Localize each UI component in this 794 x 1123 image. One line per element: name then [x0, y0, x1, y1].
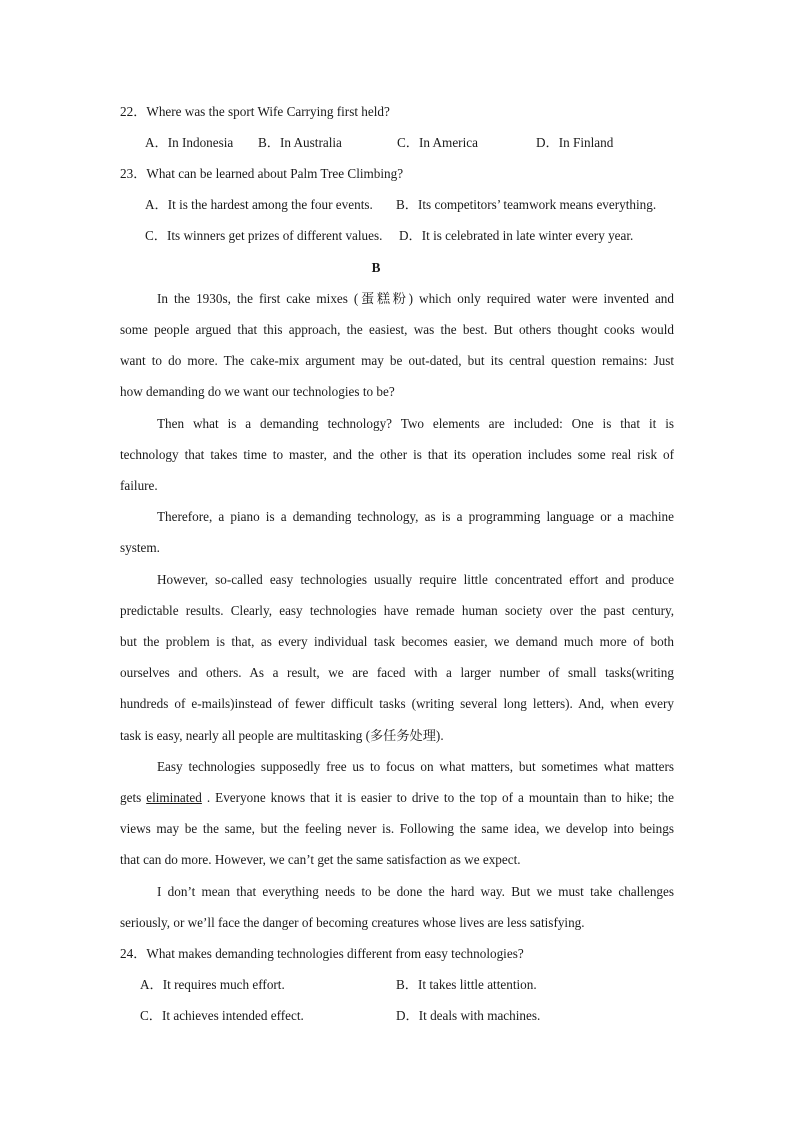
- passage-line: want to do more. The cake-mix argument may be out-dated, but its central question remains: Just: [120, 353, 674, 368]
- passage-line: I don’t mean that everything needs to be done the hard way. But we must take challenges: [157, 884, 674, 899]
- passage-line: system.: [120, 540, 160, 555]
- passage-text: gets: [120, 790, 147, 805]
- passage-line: hundreds of e-mails)instead of fewer difficult tasks (writing several long letters). And, when every: [120, 696, 674, 711]
- passage-line: views may be the same, but the feeling never is. Following the same idea, we develop into beings: [120, 821, 674, 836]
- passage-line: technology that takes time to master, and the other is that its operation includes some real risk of: [120, 447, 674, 462]
- passage-line: Therefore, a piano is a demanding technology, as is a programming language or a machine: [157, 509, 674, 524]
- passage-line: seriously, or we’ll face the danger of becoming creatures whose lives are less satisfying.: [120, 915, 585, 930]
- passage-line: Then what is a demanding technology? Two elements are included: One is that it is: [157, 416, 674, 431]
- q24-option-a: A．It requires much effort.: [140, 977, 285, 992]
- passage-line: In the 1930s, the first cake mixes (蛋糕粉) which only required water were invented and: [157, 291, 674, 306]
- passage-line: task is easy, nearly all people are multitasking (多任务处理).: [120, 728, 444, 743]
- section-title: B: [371, 260, 381, 275]
- q22-option-a: A．In Indonesia: [145, 135, 234, 150]
- question-23: 23．What can be learned about Palm Tree Climbing?: [120, 166, 404, 181]
- passage-line: predictable results. Clearly, easy technologies have remade human society over the past century,: [120, 603, 674, 618]
- passage-line: that can do more. However, we can’t get the same satisfaction as we expect.: [120, 852, 521, 867]
- passage-line: failure.: [120, 478, 158, 493]
- q22-option-c: C．In America: [397, 135, 478, 150]
- passage-line: However, so-called easy technologies usually require little concentrated effort and produce: [157, 572, 674, 587]
- passage-line: but the problem is that, as every individual task becomes easier, we demand much more of both: [120, 634, 674, 649]
- passage-line: ourselves and others. As a result, we are faced with a larger number of small tasks(writing: [120, 665, 674, 680]
- underlined-word: eliminated: [146, 790, 202, 805]
- q23-option-d: D．It is celebrated in late winter every year.: [399, 228, 634, 243]
- q24-option-d: D．It deals with machines.: [396, 1008, 541, 1023]
- passage-text: . Everyone knows that it is easier to drive to the top of a mountain than to hike; the: [201, 790, 674, 805]
- question-22: 22．Where was the sport Wife Carrying first held?: [120, 104, 390, 119]
- q23-option-c: C．Its winners get prizes of different values.: [145, 228, 383, 243]
- passage-line: Easy technologies supposedly free us to focus on what matters, but sometimes what matters: [157, 759, 674, 774]
- q22-option-d: D．In Finland: [536, 135, 614, 150]
- passage-line: [120, 790, 674, 806]
- question-24: 24．What makes demanding technologies different from easy technologies?: [120, 946, 524, 961]
- q23-option-a: A．It is the hardest among the four events.: [145, 197, 373, 212]
- q22-option-b: B．In Australia: [258, 135, 342, 150]
- q24-option-b: B．It takes little attention.: [396, 977, 537, 992]
- q24-option-c: C．It achieves intended effect.: [140, 1008, 304, 1023]
- passage-line: some people argued that this approach, the easiest, was the best. But others thought cooks would: [120, 322, 674, 337]
- q23-option-b: B．Its competitors’ teamwork means everything.: [396, 197, 657, 212]
- passage-line: how demanding do we want our technologies to be?: [120, 384, 395, 399]
